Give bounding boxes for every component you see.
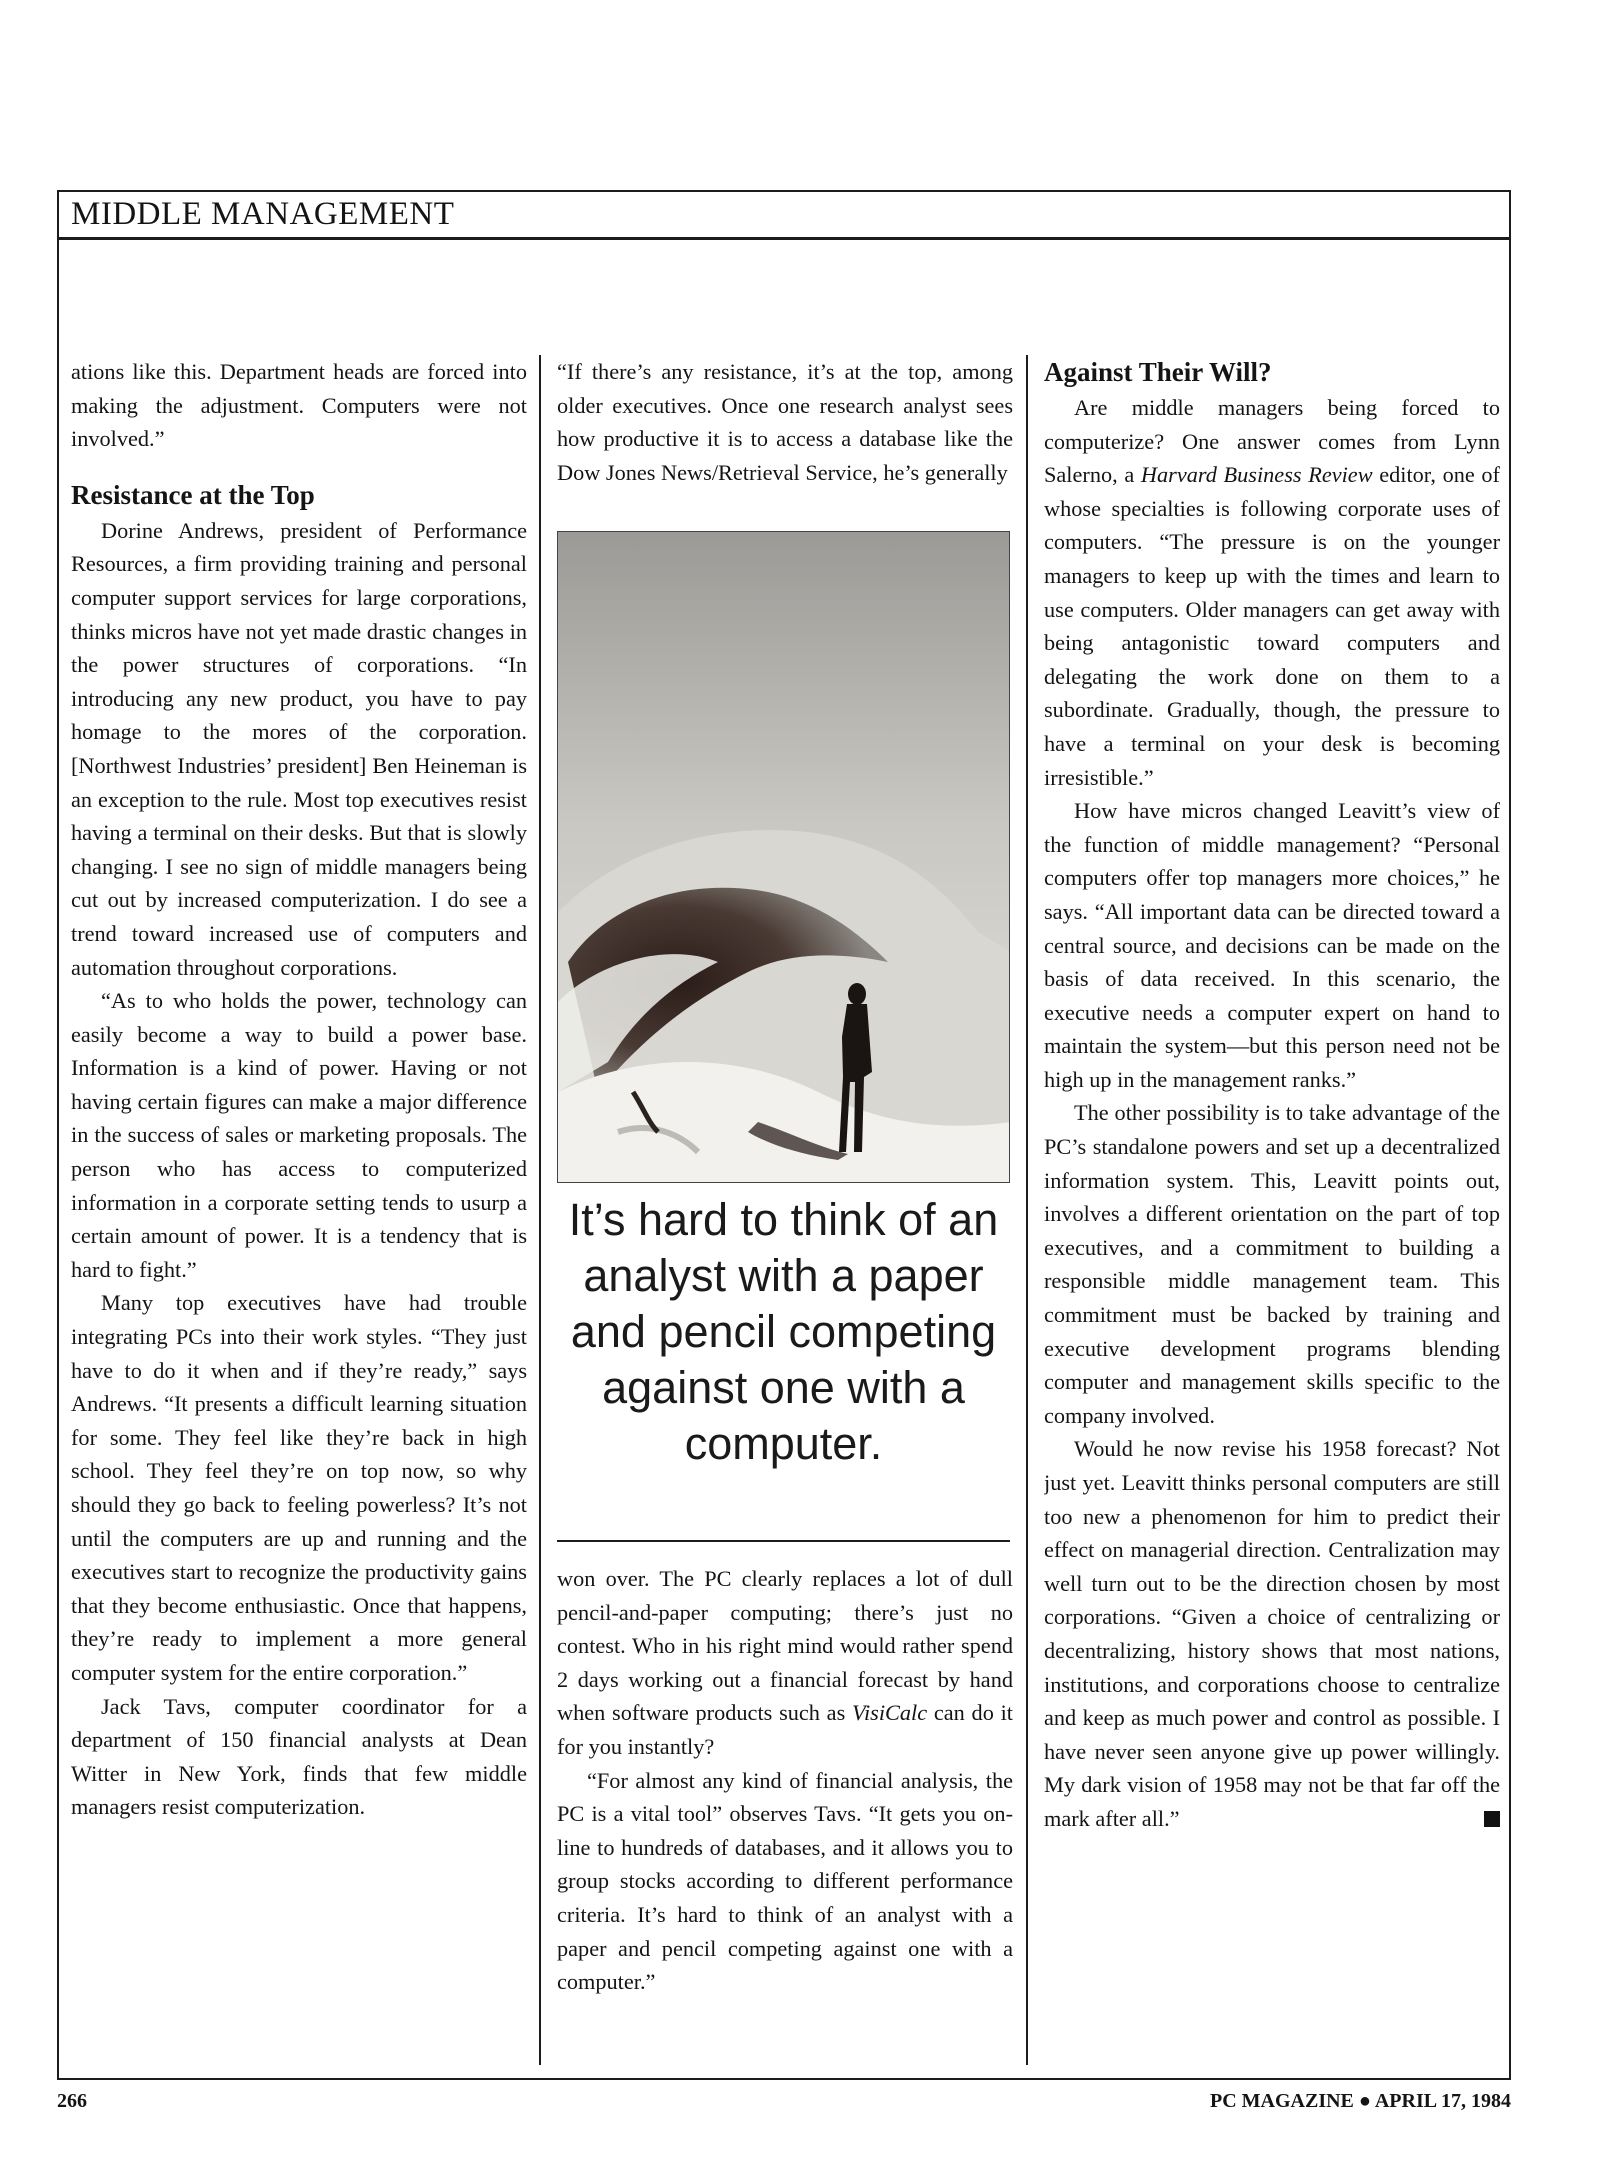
pull-quote-rule: [557, 1540, 1010, 1542]
paragraph: Many top executives have had trouble integrating PCs into their work styles. “They just have to do it when and if they’re ready,” says Andrews. “It presents a difficult learning situation for some. They feel like they’re back in high school. They feel they’re on top now, so why should they go back to feeling powerless? It’s not until the computers are up and running and the executives start to recognize the productivity gains that they become enthusiastic. Once that happens, they’re ready to implement a more general computer system for the entire corporation.”: [71, 1290, 527, 1685]
paragraph: How have micros changed Leavitt’s view of the function of middle management? “Personal computers offer top managers more choices,” he says. “All important data can be directed toward a central source, and decisions can be made on the basis of data received. In this scenario, the executive needs a computer expert on hand to maintain the system—but this person need not be high up in the management ranks.”: [1044, 798, 1500, 1092]
article-column-1: [71, 355, 527, 2070]
publication-name: Harvard Business Review: [1140, 462, 1373, 488]
text-run: editor, one of whose specialties is following corporate uses of computers. “The pressure is on the younger managers to keep up with the times and learn to use computers. Older managers can get away with being antagonistic toward computers and delegating the work done on them to a subordinate. Gradually, though, the pressure to have a terminal on your desk is becoming irresistible.”: [1044, 462, 1500, 790]
column-rule-right: [1026, 355, 1028, 2065]
article-column-3: [1044, 355, 1500, 2070]
end-of-article-mark: [1484, 1811, 1500, 1827]
pull-quote: It’s hard to think of an analyst with a paper and pencil competing against one with a computer.: [568, 1194, 999, 1469]
page-number: 266: [57, 2090, 87, 2112]
paragraph: ations like this. Department heads are forced into making the adjustment. Computers were not involved.”: [71, 359, 527, 452]
paragraph: [557, 1562, 1013, 1764]
paragraph: [1044, 391, 1500, 794]
software-name: VisiCalc: [851, 1700, 928, 1726]
text-run: Would he now revise his 1958 forecast? Not just yet. Leavitt thinks personal computers are still too new a phenomenon for him to predict their effect on managerial direction. Centralization may well turn out to be the direction chosen by most corporations. “Given a choice of centralizing or decentralizing, history shows that most nations, institutions, and corporations choose to centralize and keep as much power and control as possible. I have never seen anyone give up power willingly. My dark vision of 1958 may not be that far off the mark after all.”: [1044, 1436, 1500, 1831]
text-run: won over. The PC clearly replaces a lot of dull pencil-and-paper computing; there’s just no contest. Who in his right mind would rather spend 2 days working out a financial forecast by hand when software products such as: [557, 1566, 1013, 1726]
article-column-2-top: [557, 355, 1013, 525]
subheading-resistance: Resistance at the Top: [71, 479, 315, 510]
paragraph: Dorine Andrews, president of Performance Resources, a firm providing training and personal computer support services for large corporations, thinks micros have not yet made drastic changes in the power structures of corporations. “In introducing any new product, you have to pay homage to the mores of the corporation. [Northwest Industries’ president] Ben Heineman is an exception to the rule. Most top executives resist having a terminal on their desks. But that is slowly changing. I see no sign of middle managers being cut out by increased computerization. I do see a trend toward increased use of computers and automation throughout corporations.: [71, 517, 527, 980]
paragraph: Jack Tavs, computer coordinator for a department of 150 financial analysts at Dean Witter in New York, finds that few middle managers resist computerization.: [71, 1693, 527, 1820]
illustration-photo: [557, 531, 1010, 1183]
article-column-2-bottom: [557, 1562, 1013, 2072]
text-run: can do it for you instantly?: [557, 1700, 1013, 1759]
paragraph: “If there’s any resistance, it’s at the top, among older executives. Once one research analyst sees how productive it is to access a database like the Dow Jones News/Retrieval Service, he’s generally: [557, 359, 1013, 485]
paragraph: The other possibility is to take advantage of the PC’s standalone powers and set up a decentralized information system. This, Leavitt points out, involves a different orientation on the part of top executives, and a commitment to building a responsible middle management team. This commitment must be backed by training and executive development programs blending computer and management skills specific to the company involved.: [1044, 1100, 1500, 1428]
paragraph: “As to who holds the power, technology can easily become a way to build a power base. Information is a kind of power. Having or not having certain figures can make a major difference in the success of sales or marketing proposals. The person who has access to computerized information in a corporate setting tends to usurp a certain amount of power. It is a tendency that is hard to fight.”: [71, 988, 527, 1282]
paragraph: [1044, 1432, 1500, 1835]
paragraph: “For almost any kind of financial analysis, the PC is a vital tool” observes Tavs. “It gets you on-line to hundreds of databases, and it allows you to group stocks according to different performance criteria. It’s hard to think of an analyst with a paper and pencil competing against one with a computer.”: [557, 1767, 1013, 1995]
text-run: Are middle managers being forced to computerize? One answer comes from Lynn Salerno, a: [1044, 395, 1500, 488]
section-header: [57, 190, 1511, 240]
subheading-against: Against Their Will?: [1044, 357, 1272, 387]
column-rule-left: [539, 355, 541, 2065]
magazine-date: PC MAGAZINE ● APRIL 17, 1984: [1210, 2090, 1511, 2112]
wave-surfer-illustration: [558, 532, 1010, 1183]
section-title: MIDDLE MANAGEMENT: [71, 196, 455, 232]
